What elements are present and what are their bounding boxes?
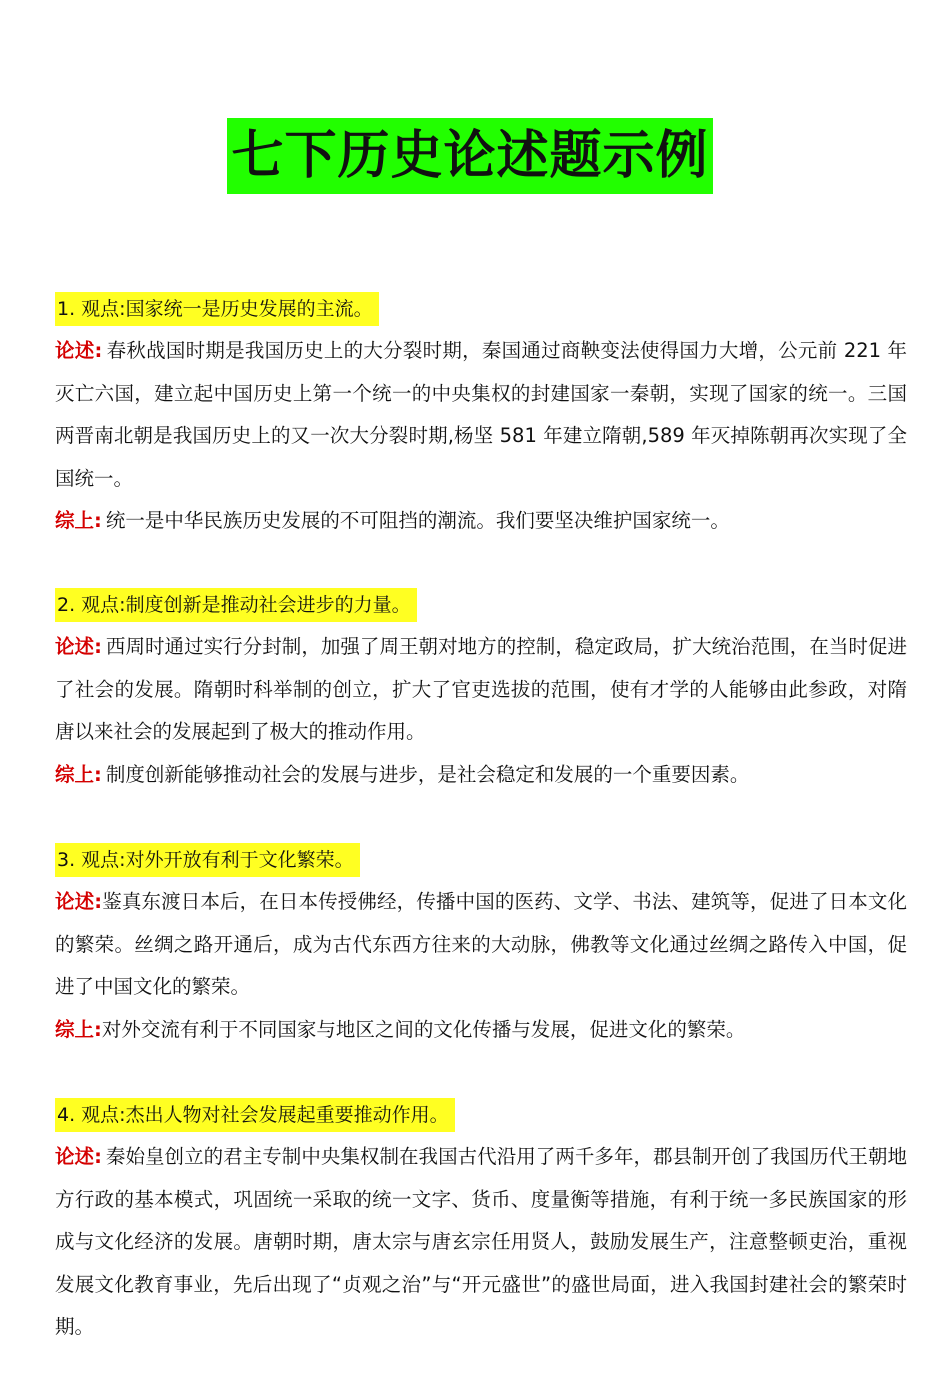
argument-text: 秦始皇创立的君主专制中央集权制在我国古代沿用了两千多年，郡县制开创了我国历代王朝地方行政的基本模式，巩固统一采取的统一文字、货币、度量衡等措施，有利于统一多民族国家的形成与文化经济的发展。唐朝时期，唐太宗与唐玄宗任用贤人，鼓励发展生产，注意整顿吏治，重视发展文化教育事业，先后出现了“贞观之治”与“开元盛世”的盛世局面，进入我国封建社会的繁荣时期。 [55, 1145, 907, 1338]
viewpoint-heading: 2. 观点:制度创新是推动社会进步的力量。 [55, 588, 417, 622]
argument-label: 论述: [55, 1145, 102, 1168]
argument-label: 论述: [55, 890, 103, 913]
viewpoint-section-4 [55, 1098, 907, 1349]
conclusion-text: 制度创新能够推动社会的发展与进步，是社会稳定和发展的一个重要因素。 [105, 762, 750, 786]
conclusion-text: 统一是中华民族历史发展的不可阻挡的潮流。我们要坚决维护国家统一。 [105, 509, 730, 532]
argument-text: 春秋战国时期是我国历史上的大分裂时期，秦国通过商鞅变法使得国力大增，公元前 221 年灭亡六国，建立起中国历史上第一个统一的中央集权的封建国家一秦朝，实现了国家的统一。三国两晋南北朝是我国历史上的又一次大分裂时期,杨坚 581 年建立隋朝,589 年灭掉陈朝再次实现了全国统一。 [55, 339, 907, 490]
conclusion-label: 综上: [55, 509, 102, 532]
conclusion-paragraph [55, 1009, 907, 1052]
conclusion-paragraph [55, 500, 907, 543]
conclusion-paragraph [55, 754, 907, 797]
argument-paragraph [55, 626, 907, 754]
conclusion-label: 综上: [55, 1017, 102, 1041]
argument-text: 西周时通过实行分封制，加强了周王朝对地方的控制，稳定政局，扩大统治范围，在当时促进了社会的发展。隋朝时科举制的创立，扩大了官吏选拔的范围，使有才学的人能够由此参政，对隋唐以来社会的发展起到了极大的推动作用。 [55, 635, 907, 743]
argument-paragraph [55, 330, 907, 500]
viewpoint-section-1 [55, 292, 907, 543]
page-title: 七下历史论述题示例 [227, 118, 712, 194]
viewpoint-heading: 4. 观点:杰出人物对社会发展起重要推动作用。 [55, 1098, 455, 1132]
conclusion-label: 综上: [55, 762, 102, 786]
argument-label: 论述: [55, 635, 102, 658]
argument-label: 论述: [55, 339, 103, 362]
viewpoint-section-2 [55, 588, 907, 796]
viewpoint-heading: 3. 观点:对外开放有利于文化繁荣。 [55, 843, 360, 877]
argument-paragraph [55, 881, 907, 1009]
title-container [0, 118, 940, 194]
conclusion-text: 对外交流有利于不同国家与地区之间的文化传播与发展，促进文化的繁荣。 [101, 1017, 746, 1041]
viewpoint-heading: 1. 观点:国家统一是历史发展的主流。 [55, 292, 379, 326]
argument-paragraph [55, 1136, 907, 1349]
viewpoint-section-3 [55, 843, 907, 1051]
argument-text: 鉴真东渡日本后，在日本传授佛经，传播中国的医药、文学、书法、建筑等，促进了日本文化的繁荣。丝绸之路开通后，成为古代东西方往来的大动脉，佛教等文化通过丝绸之路传入中国，促进了中国文化的繁荣。 [55, 890, 907, 998]
